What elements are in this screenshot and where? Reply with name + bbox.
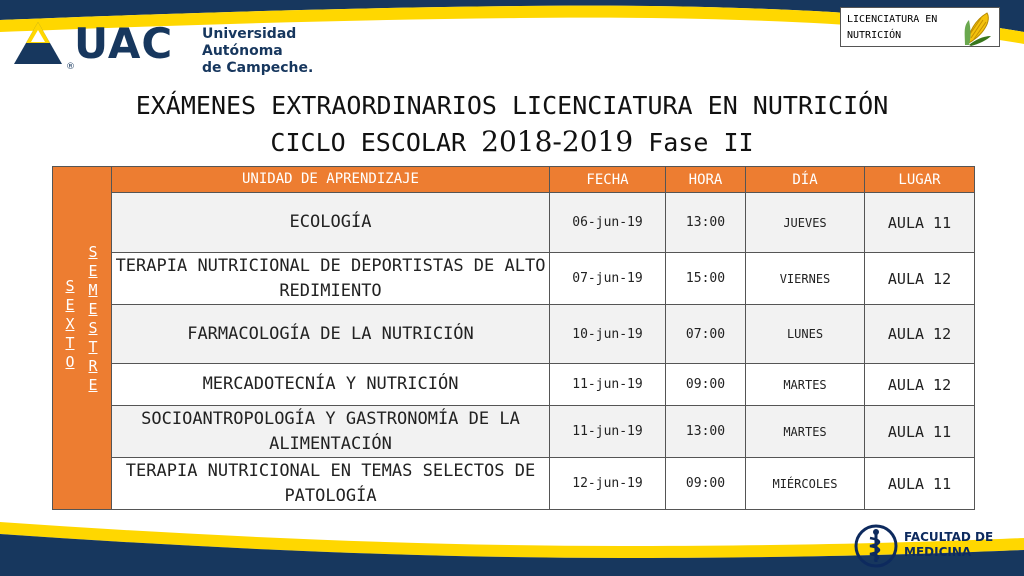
vertical-label-sexto: S E X T O [65, 277, 75, 371]
facultad-medicina-logo [854, 524, 1014, 568]
cell-lugar: AULA 11 [865, 406, 975, 458]
uac-logo [12, 20, 372, 75]
cell-hora: 13:00 [666, 193, 746, 253]
cell-unidad: ECOLOGÍA [112, 193, 550, 253]
cell-dia: JUEVES [746, 193, 865, 253]
cell-lugar: AULA 11 [865, 458, 975, 510]
table-row [53, 458, 975, 510]
cell-dia: MARTES [746, 364, 865, 406]
exam-schedule-table [52, 166, 975, 510]
university-name-line2: de Campeche. [202, 60, 314, 76]
cell-fecha: 11-jun-19 [550, 364, 666, 406]
cell-lugar: AULA 12 [865, 305, 975, 364]
title-cycle-label: CICLO ESCOLAR [270, 128, 467, 157]
cell-unidad: SOCIOANTROPOLOGÍA Y GASTRONOMÍA DE LA ALIMENTACIÓN [112, 406, 550, 458]
cell-unidad: TERAPIA NUTRICIONAL EN TEMAS SELECTOS DE PATOLOGÍA [112, 458, 550, 510]
university-name [202, 26, 372, 77]
header-dia: DÍA [746, 167, 865, 193]
university-name-line1: Universidad Autónoma [202, 26, 297, 59]
title-line1: EXÁMENES EXTRAORDINARIOS LICENCIATURA EN NUTRICIÓN [135, 91, 889, 120]
semester-label-cell [53, 167, 112, 510]
table-row [53, 253, 975, 305]
cell-lugar: AULA 12 [865, 364, 975, 406]
cell-dia: LUNES [746, 305, 865, 364]
program-badge-line2: NUTRICIÓN [847, 30, 902, 41]
table-row [53, 364, 975, 406]
faculty-name-line2: MEDICINA [904, 545, 972, 559]
table-header-row [53, 167, 975, 193]
vertical-label-semestre: S E M E S T R E [88, 243, 98, 394]
cell-unidad: FARMACOLOGÍA DE LA NUTRICIÓN [112, 305, 550, 364]
caduceus-icon [854, 524, 898, 568]
cell-hora: 15:00 [666, 253, 746, 305]
program-badge-line1: LICENCIATURA EN [847, 14, 938, 25]
program-badge [840, 7, 1000, 47]
page-title [0, 88, 1024, 161]
header-unidad: UNIDAD DE APRENDIZAJE [112, 167, 550, 193]
cell-hora: 09:00 [666, 364, 746, 406]
header-fecha: FECHA [550, 167, 666, 193]
cell-dia: VIERNES [746, 253, 865, 305]
cell-unidad: MERCADOTECNÍA Y NUTRICIÓN [112, 364, 550, 406]
cell-lugar: AULA 12 [865, 253, 975, 305]
cell-dia: MARTES [746, 406, 865, 458]
title-phase: Fase II [648, 128, 754, 157]
table-row [53, 305, 975, 364]
corn-icon [961, 10, 995, 46]
uac-emblem-icon [12, 20, 64, 68]
uac-wordmark: UAC [74, 19, 174, 68]
cell-fecha: 06-jun-19 [550, 193, 666, 253]
cell-fecha: 10-jun-19 [550, 305, 666, 364]
cell-hora: 07:00 [666, 305, 746, 364]
cell-hora: 13:00 [666, 406, 746, 458]
title-year: 2018-2019 [481, 125, 634, 158]
registered-mark: ® [66, 62, 75, 72]
cell-dia: MIÉRCOLES [746, 458, 865, 510]
title-line2 [0, 124, 1024, 161]
header-lugar: LUGAR [865, 167, 975, 193]
cell-hora: 09:00 [666, 458, 746, 510]
cell-lugar: AULA 11 [865, 193, 975, 253]
faculty-name-line1: FACULTAD DE [904, 530, 994, 544]
cell-fecha: 07-jun-19 [550, 253, 666, 305]
table-row [53, 406, 975, 458]
cell-fecha: 12-jun-19 [550, 458, 666, 510]
cell-fecha: 11-jun-19 [550, 406, 666, 458]
table-row [53, 193, 975, 253]
header-hora: HORA [666, 167, 746, 193]
cell-unidad: TERAPIA NUTRICIONAL DE DEPORTISTAS DE ALTO REDIMIENTO [112, 253, 550, 305]
